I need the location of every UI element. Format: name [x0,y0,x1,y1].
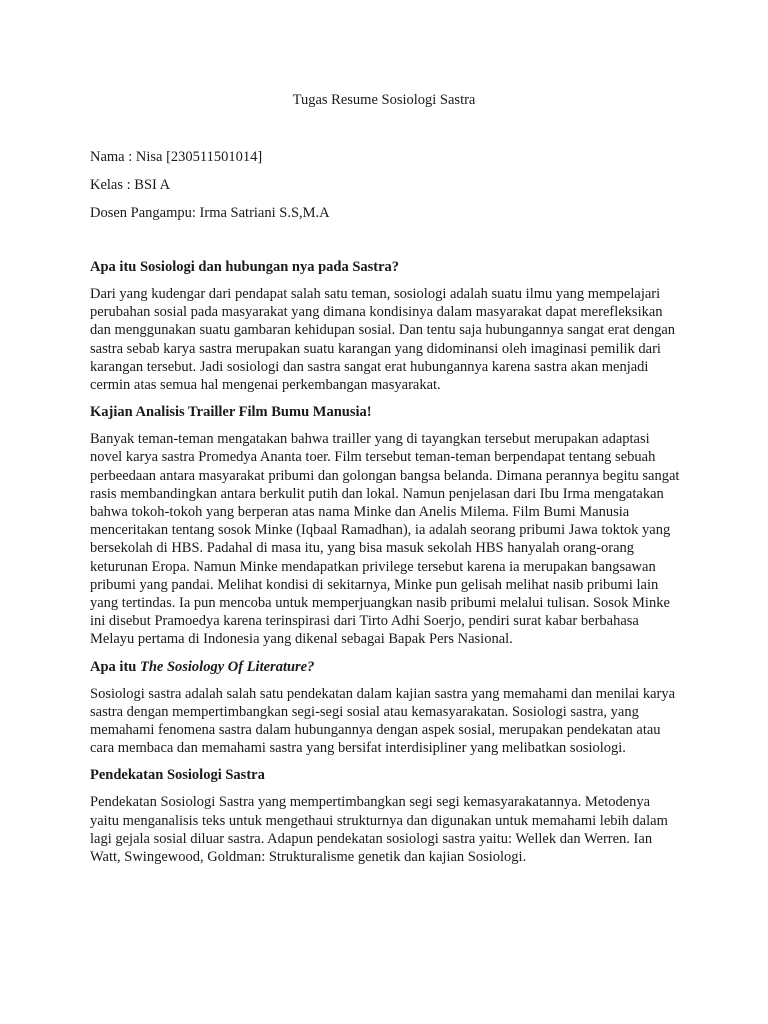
section-heading: Apa itu Sosiologi dan hubungan nya pada Sastra? [90,259,400,275]
heading-italic: The Sosiology Of Literature? [139,658,315,675]
section-kajian-film [90,403,680,648]
section-heading [90,658,680,676]
section-paragraph: Banyak teman-teman mengatakan bahwa trailler yang di tayangkan tersebut merupakan adaptasi novel karya sastra Promedya Ananta toer. Film tersebut teman-teman berpendapat tentang sebuah perbeedaan antara masyarakat pribumi dan golongan bangsa belanda. Dimana perannya begitu sangat rasis membandingkan antara berkulit putih dan lokal. Namun penjelasan dari Ibu Irma mengatakan bahwa tokoh-tokoh yang berperan atas nama Minke dan Anelis Milema. Film Bumi Manusia menceritakan tentang sosok Minke (Iqbaal Ramadhan), ia adalah seorang pribumi Jawa toktok yang bersekolah di HBS. Padahal di masa itu, yang bisa masuk sekolah HBS hanyalah orang-orang keturunan Eropa. Namun Minke mendapatkan privilege tersebut karena ia merupakan bangsawan pribumi yang pandai. Melihat kondisi di sekitarnya, Minke pun gelisah melihat nasib pribumi lain yang tertindas. Ia pun mencoba untuk memperjuangkan nasib pribumi melalui tulisan. Sosok Minke ini disebut Pramoedya karena terinspirasi dari Tirto Adhi Soerjo, pendiri surat kabar berbahasa Melayu pertama di Indonesia yang dikenal sebagai Bapak Pers Nasional. [90,431,680,648]
student-name: Nama : Nisa [230511501014] [90,149,263,165]
section-sosiologi-sastra [90,258,680,394]
section-heading: Pendekatan Sosiologi Sastra [90,767,265,784]
lecturer: Dosen Pangampu: Irma Satriani S.S,M.A [90,205,330,221]
document-body [90,258,680,875]
section-heading: Kajian Analisis Trailler Film Bumu Manusia! [90,404,372,421]
heading-prefix: Apa itu [90,658,140,675]
section-paragraph: Dari yang kudengar dari pendapat salah satu teman, sosiologi adalah suatu ilmu yang mempelajari perubahan sosial pada masyarakat yang dimana kondisinya dalam masyarakat dapat merefleksikan dan menggunakan suatu gambaran kehidupan sosial. Dan tentu saja hubungannya sangat erat dengan sastra sebab karya sastra merupakan suatu karangan yang didominansi oleh imaginasi pemilik dari karangan tersebut. Jadi sosiologi dan sastra sangat erat hubungannya karena sastra akan menjadi cermin atas semua hal mengenai perkembangan masyarakat. [90,286,676,394]
student-class: Kelas : BSI A [90,177,171,193]
section-sosiology-of-literature [90,658,680,758]
section-pendekatan [90,766,680,866]
document-title: Tugas Resume Sosiologi Sastra [292,92,476,108]
section-paragraph: Sosiologi sastra adalah salah satu pendekatan dalam kajian sastra yang memahami dan menilai karya sastra dengan mempertimbangkan segi-segi sosial atau kemasyarakatan. Sosiologi sastra, yang memahami fenomena sastra dalam hubungannya dengan aspek sosial, merupakan pendekatan atau cara membaca dan memahami sastra yang bersifat interdisipliner yang melibatkan sosiologi. [90,685,676,757]
section-paragraph: Pendekatan Sosiologi Sastra yang mempertimbangkan segi segi kemasyarakatannya. Metodenya yaitu menganalisis teks untuk mengethaui strukturnya dan digunakan untuk memahami lebih dalam lagi gejala sosial diluar sastra. Adapun pendekatan sosiologi sastra yaitu: Wellek dan Werren. Ian Watt, Swingewood, Goldman: Strukturalisme genetik dan kajian Sosiologi. [90,794,668,866]
